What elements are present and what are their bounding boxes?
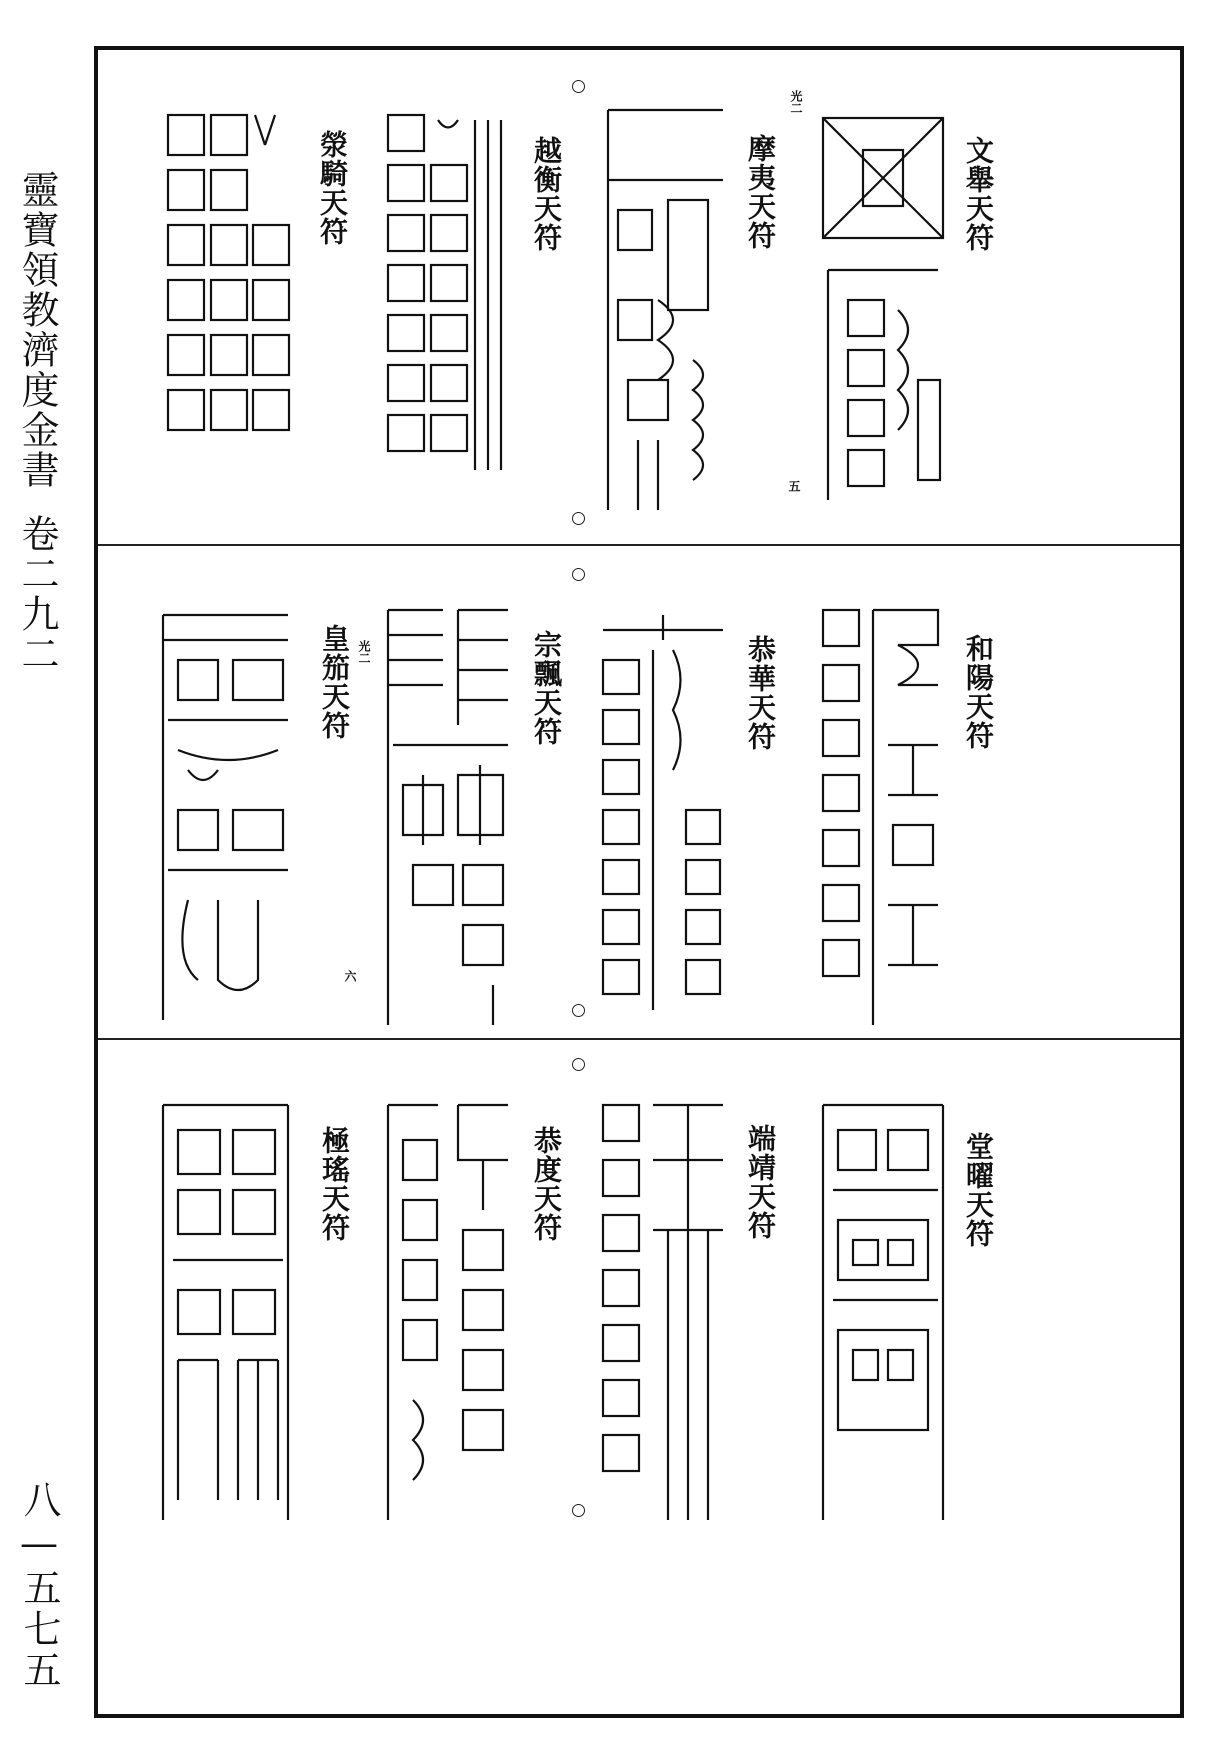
talisman-label: 和陽天符 (962, 634, 995, 750)
talisman-note: 六 (343, 970, 357, 982)
talisman-label: 摩夷天符 (744, 134, 777, 250)
talisman-label: 恭度天符 (530, 1126, 563, 1242)
talisman-note: 五 (787, 480, 801, 492)
talisman-note: 光二 (789, 90, 803, 114)
volume-number: 卷二九二 (15, 514, 59, 674)
talisman-note: 光二 (357, 640, 371, 664)
section-divider (98, 1038, 1180, 1040)
circle-mark (572, 512, 585, 525)
talisman-label: 端靖天符 (744, 1124, 777, 1240)
talisman-label: 皇笳天符 (318, 624, 351, 740)
talisman-glyph-jiyao (158, 1100, 293, 1520)
circle-mark (572, 568, 585, 581)
talisman-glyph-gongdu (383, 1100, 513, 1520)
talisman-glyph-wenju (818, 110, 948, 500)
talisman-glyph-yueheng (383, 110, 513, 480)
section-divider (98, 544, 1180, 546)
page-frame (94, 46, 1184, 1718)
talisman-label: 堂曜天符 (962, 1132, 995, 1248)
talisman-glyph-gonghua (598, 610, 728, 1010)
talisman-glyph-zongpiao (383, 605, 513, 1025)
talisman-glyph-heyang (818, 605, 948, 1025)
talisman-label: 宗飄天符 (530, 630, 563, 746)
book-title (15, 170, 59, 674)
talisman-glyph-huangjia (158, 610, 293, 1020)
page-number: 八—五七五 (17, 1480, 61, 1691)
talisman-glyph-tangyao (818, 1100, 948, 1520)
circle-mark (572, 80, 585, 93)
talisman-label: 極瑤天符 (318, 1126, 351, 1242)
circle-mark (572, 1004, 585, 1017)
talisman-label: 恭華天符 (744, 635, 777, 751)
talisman-label: 滎騎天符 (316, 130, 349, 246)
circle-mark (572, 1504, 585, 1517)
circle-mark (572, 1058, 585, 1071)
book-title-text: 靈寶領教濟度金書 (15, 170, 59, 490)
talisman-label: 文舉天符 (962, 136, 995, 252)
talisman-label: 越衡天符 (530, 136, 563, 252)
talisman-glyph-duanjing (598, 1100, 728, 1520)
talisman-glyph-moyi (598, 100, 728, 510)
talisman-glyph-yingqi (163, 110, 293, 480)
